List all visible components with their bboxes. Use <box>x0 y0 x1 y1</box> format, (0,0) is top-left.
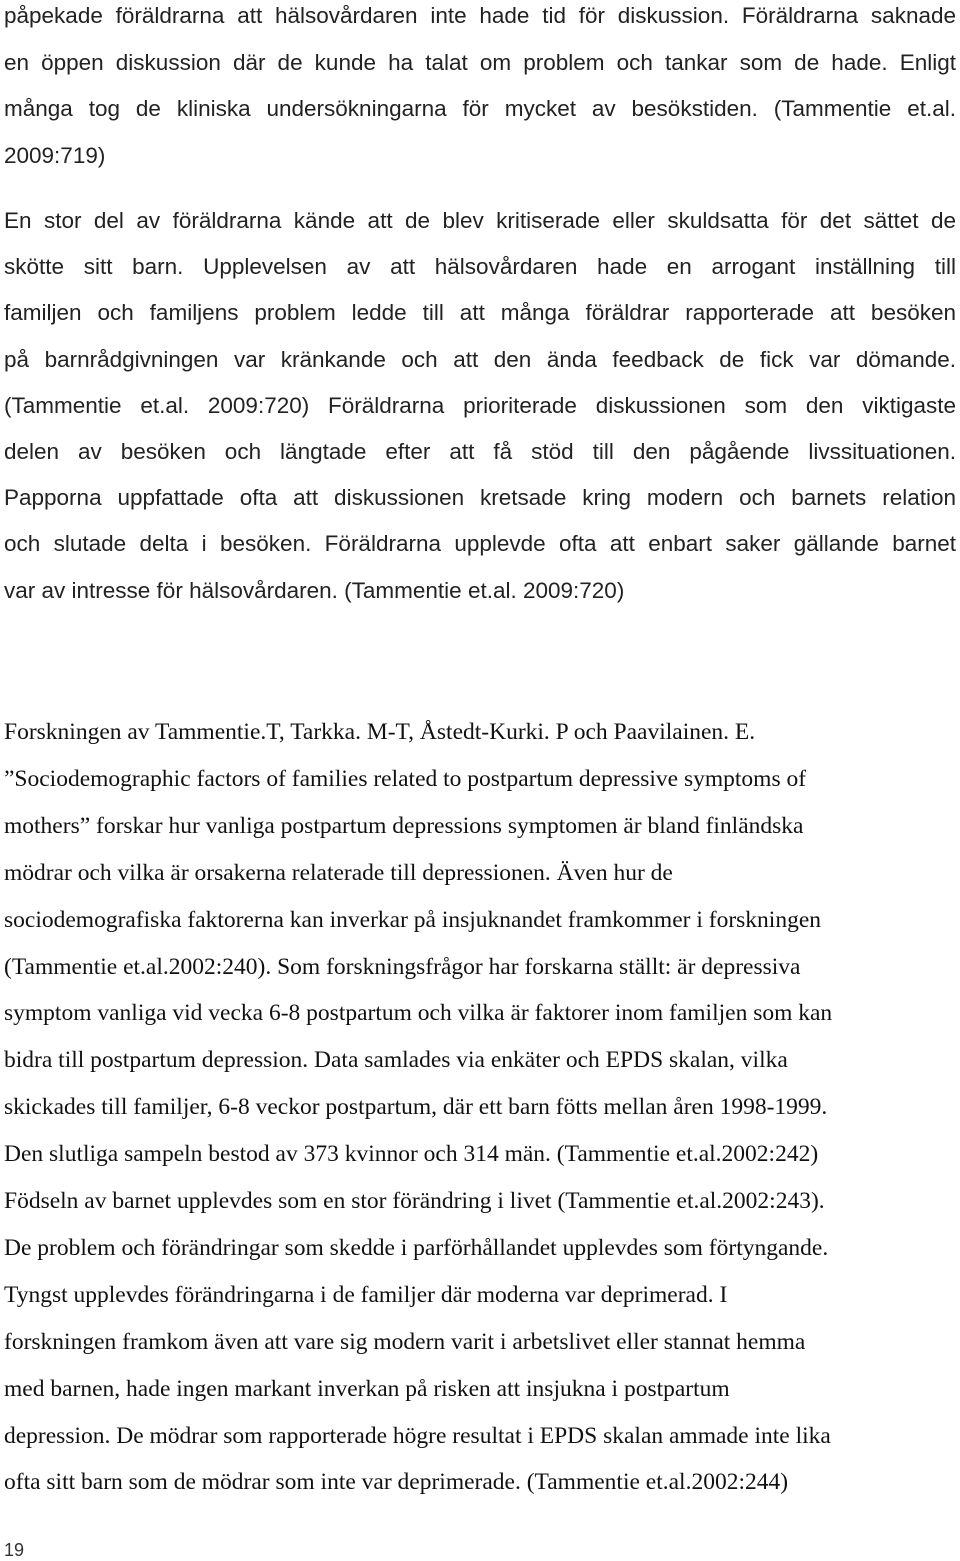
text-line: 2009:719) <box>4 143 106 169</box>
text-line: Födseln av barnet upplevdes som en stor förändring i livet (Tammentie et.al.2002:243). <box>4 1188 825 1214</box>
text-line: Tyngst upplevdes förändringarna i de familjer där moderna var deprimerad. I <box>4 1281 728 1308</box>
text-line: (Tammentie et.al.2002:240). Som forskningsfrågor har forskarna ställt: är depressiva <box>4 953 801 980</box>
text-line: bidra till postpartum depression. Data samlades via enkäter och EPDS skalan, vilka <box>4 1047 788 1074</box>
text-line: De problem och förändringar som skedde i parförhållandet upplevdes som förtyngande. <box>4 1234 829 1261</box>
text-line: med barnen, hade ingen markant inverkan på risken att insjukna i postpartum <box>4 1375 730 1402</box>
text-line: Forskningen av Tammentie.T, Tarkka. M-T, Åstedt-Kurki. P och Paavilainen. E. <box>4 719 756 745</box>
text-line: delen av besöken och längtade efter att få stöd till den pågående livssituationen. <box>4 439 956 464</box>
text-line: symptom vanliga vid vecka 6-8 postpartum och vilka är faktorer inom familjen som kan <box>4 1000 833 1027</box>
text-line: ”Sociodemographic factors of families related to postpartum depressive symptoms of <box>4 765 807 792</box>
text-line: (Tammentie et.al. 2009:720) Föräldrarna prioriterade diskussionen som den viktigaste <box>4 392 956 418</box>
text-line: depression. De mödrar som rapporterade högre resultat i EPDS skalan ammade inte lika <box>4 1422 831 1449</box>
text-line: en öppen diskussion där de kunde ha talat om problem och tankar som de hade. Enligt <box>4 49 956 75</box>
text-line: sociodemografiska faktorerna kan inverkar på insjuknandet framkommer i forskningen <box>4 906 822 933</box>
text-line: var av intresse för hälsovårdaren. (Tammentie et.al. 2009:720) <box>4 577 625 603</box>
text-line: familjen och familjens problem ledde till att många föräldrar rapporterade att besöken <box>4 300 956 326</box>
text-line: forskningen framkom även att vare sig modern varit i arbetslivet eller stannat hemma <box>4 1328 806 1355</box>
text-line: många tog de kliniska undersökningarna för mycket av besökstiden. (Tammentie et.al. <box>4 96 956 122</box>
text-line: påpekade föräldrarna att hälsovårdaren inte hade tid för diskussion. Föräldrarna saknade <box>4 3 956 28</box>
text-line: Papporna uppfattade ofta att diskussionen kretsade kring modern och barnets relation <box>4 485 956 511</box>
text-line: skickades till familjer, 6-8 veckor postpartum, där ett barn fötts mellan åren 1998-1999. <box>4 1094 828 1121</box>
text-line: mödrar och vilka är orsakerna relaterade till depressionen. Även hur de <box>4 859 673 886</box>
text-line: En stor del av föräldrarna kände att de blev kritiserade eller skuldsatta för det sättet de <box>4 208 956 233</box>
text-line: och slutade delta i besöken. Föräldrarna upplevde ofta att enbart saker gällande barnet <box>4 531 956 557</box>
text-line: på barnrådgivningen var kränkande och att den ända feedback de fick var dömande. <box>4 346 956 372</box>
text-line: skötte sitt barn. Upplevelsen av att hälsovårdaren hade en arrogant inställning till <box>4 254 956 280</box>
page-number: 19 <box>4 1540 25 1560</box>
text-line: mothers” forskar hur vanliga postpartum depressions symptomen är bland finländska <box>4 812 804 839</box>
text-line: Den slutliga sampeln bestod av 373 kvinnor och 314 män. (Tammentie et.al.2002:242) <box>4 1141 819 1168</box>
text-line: ofta sitt barn som de mödrar som inte var deprimerade. (Tammentie et.al.2002:244) <box>4 1469 789 1496</box>
